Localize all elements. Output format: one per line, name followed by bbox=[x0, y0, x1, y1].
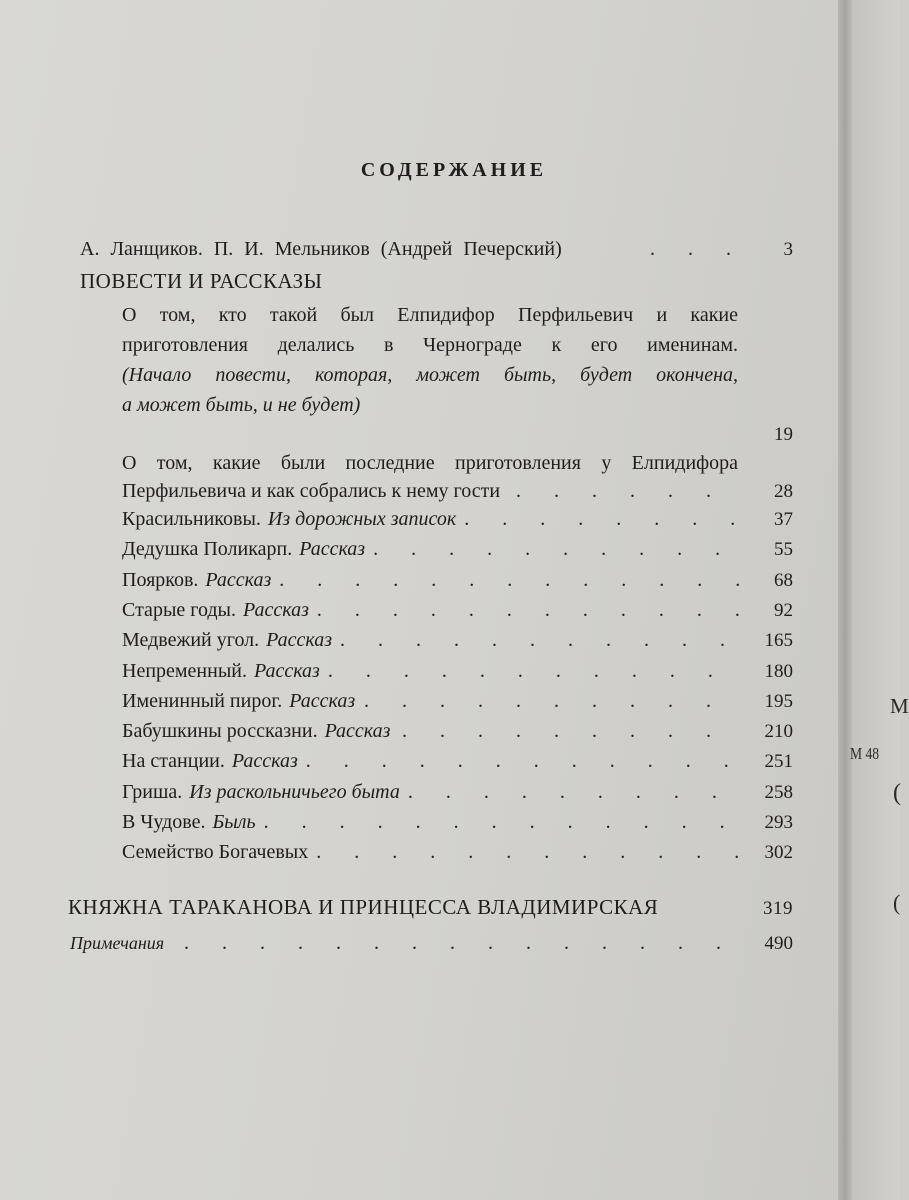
adjacent-page-code: М 48 bbox=[850, 744, 880, 763]
entry-dots: . . . . . . . . . . . . bbox=[316, 598, 754, 621]
entry-line: О том, какие были последние приготовления у Елпидифора bbox=[122, 452, 738, 474]
toc-entry bbox=[122, 534, 793, 565]
toc-entry bbox=[122, 686, 793, 717]
toc-entry bbox=[122, 595, 793, 626]
toc-entry-story-1-page bbox=[122, 420, 793, 450]
entry-title: Бабушкины россказни. bbox=[122, 720, 318, 743]
toc-entry-story-2-last bbox=[122, 476, 793, 507]
page-number: 251 bbox=[764, 751, 793, 773]
entry-dots: . . . . . . . . . . . . . . . bbox=[184, 932, 735, 954]
toc-entry bbox=[122, 625, 793, 656]
toc-entry-intro bbox=[80, 234, 793, 265]
page-number: 55 bbox=[774, 539, 793, 561]
toc-entry bbox=[122, 837, 793, 868]
entry-line: приготовления делались в Черноградe к его именинам. bbox=[122, 334, 738, 356]
entry-subtitle: Рассказ bbox=[289, 689, 356, 712]
entry-subtitle: Быль bbox=[212, 811, 256, 833]
entry-dots: . . . . . . . . . . . bbox=[327, 659, 727, 682]
page-title: СОДЕРЖАНИЕ bbox=[360, 159, 548, 181]
entry-dots: . . . . . . . . . . bbox=[364, 689, 725, 712]
page-number: 490 bbox=[764, 933, 793, 954]
entry-title: А. Ланщиков. П. И. Мельников (Андрей Печерский) bbox=[80, 238, 562, 260]
entry-title: Гриша. bbox=[122, 780, 183, 803]
entry-subtitle: Рассказ bbox=[243, 598, 309, 621]
adjacent-page-text: ( bbox=[893, 890, 901, 915]
section-heading bbox=[68, 892, 793, 924]
toc-entry bbox=[122, 746, 793, 777]
entry-title: Именинный пирог. bbox=[122, 689, 283, 712]
entry-title: На станции. bbox=[122, 750, 225, 773]
entry-title: Дедушка Поликарп. bbox=[122, 538, 293, 561]
entry-subtitle: Рассказ bbox=[266, 629, 333, 652]
toc-entry-notes bbox=[70, 928, 793, 959]
entry-subtitle: Рассказ bbox=[253, 659, 320, 682]
entry-dots: . . . bbox=[650, 238, 745, 260]
adjacent-page-text: М bbox=[890, 694, 909, 718]
page-number: 195 bbox=[764, 690, 793, 712]
page-number: 68 bbox=[774, 569, 793, 591]
toc-entry bbox=[122, 656, 793, 687]
entry-title: Поярков. bbox=[122, 568, 199, 591]
entry-line: Перфильевича и как собрались к нему гости bbox=[122, 480, 501, 502]
entry-subtitle: Из раскольничьего быта bbox=[189, 780, 400, 803]
entry-line: (Начало повести, которая, может быть, будет окончена, bbox=[122, 364, 738, 386]
entry-dots: . . . . . . . . . . . . bbox=[316, 841, 754, 864]
entry-title: Непременный. bbox=[122, 659, 247, 682]
page-number: 92 bbox=[774, 599, 793, 621]
toc-entry bbox=[122, 777, 793, 808]
entry-line: а может быть, и не будет) bbox=[122, 394, 361, 416]
toc-entry-story-1 bbox=[122, 300, 738, 420]
toc-entry bbox=[122, 565, 793, 596]
toc-entry bbox=[122, 504, 793, 535]
entry-dots: . . . . . . . . . . . . . bbox=[263, 811, 739, 833]
entry-title: Примечания bbox=[70, 933, 165, 953]
page-number: 319 bbox=[763, 898, 793, 919]
entry-subtitle: Рассказ bbox=[205, 568, 272, 591]
section-title: ПОВЕСТИ И РАССКАЗЫ bbox=[80, 269, 323, 293]
page-number: 28 bbox=[774, 481, 793, 502]
toc-entry bbox=[122, 716, 793, 747]
page-number: 37 bbox=[774, 509, 793, 530]
entry-dots: . . . . . . . . bbox=[464, 508, 750, 530]
entry-title: Старые годы. bbox=[122, 598, 236, 621]
entry-subtitle: Рассказ bbox=[299, 538, 366, 561]
adjacent-page-text: ( bbox=[893, 780, 901, 806]
entry-dots: . . . . . . . . . . bbox=[373, 538, 735, 561]
entry-title: Красильниковы. bbox=[122, 508, 261, 530]
page-number: 165 bbox=[764, 630, 793, 652]
entry-dots: . . . . . . . . . . . . bbox=[305, 750, 743, 773]
page-number: 302 bbox=[764, 842, 793, 864]
entry-title: В Чудове. bbox=[122, 811, 206, 833]
entry-dots: . . . . . . . . . . . bbox=[340, 629, 740, 652]
page-number: 210 bbox=[764, 721, 793, 743]
entry-dots: . . . . . . . . . bbox=[407, 780, 731, 803]
section-heading bbox=[80, 266, 793, 296]
page-number: 3 bbox=[783, 239, 793, 260]
page-number: 293 bbox=[764, 812, 793, 833]
entry-subtitle: Из дорожных записок bbox=[267, 508, 457, 530]
entry-title: Семейство Богачевых bbox=[122, 841, 309, 864]
section-title: КНЯЖНА ТАРАКАНОВА И ПРИНЦЕССА ВЛАДИМИРСКАЯ bbox=[68, 895, 659, 919]
toc-entry-story-2 bbox=[122, 448, 738, 478]
page-number: 19 bbox=[774, 424, 793, 445]
entry-dots: . . . . . . . . . . . . . bbox=[279, 568, 755, 591]
toc-entry bbox=[122, 807, 793, 838]
entry-title: Медвежий угол. bbox=[122, 629, 260, 652]
entry-dots: . . . . . . . . . bbox=[402, 720, 725, 743]
entry-dots: . . . . . . bbox=[516, 480, 725, 502]
entry-line: О том, кто такой был Елпидифор Перфильевич и какие bbox=[122, 304, 738, 326]
entry-subtitle: Рассказ bbox=[324, 720, 391, 743]
page-number: 180 bbox=[764, 660, 793, 682]
page-number: 258 bbox=[764, 781, 793, 803]
entry-subtitle: Рассказ bbox=[231, 750, 298, 773]
